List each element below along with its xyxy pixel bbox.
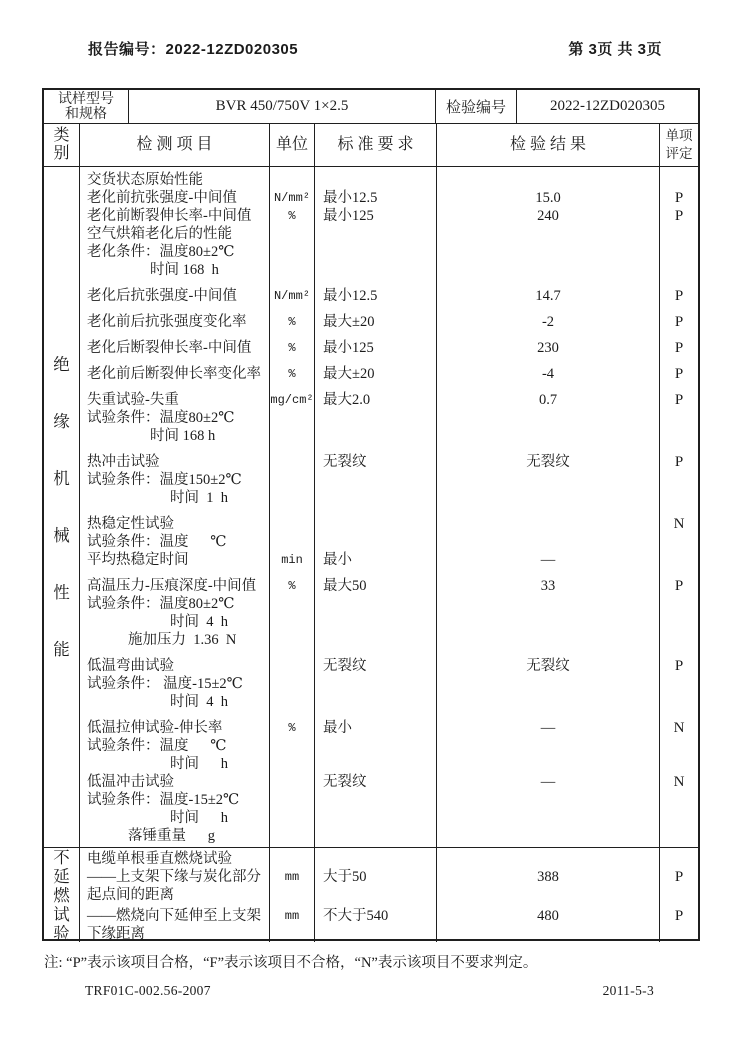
- category-char: 机: [53, 469, 70, 488]
- verdict-cell: [660, 533, 698, 551]
- verdict-cell: P: [674, 288, 684, 304]
- item-cell: 时间 h: [170, 810, 228, 826]
- unit-cell: [270, 755, 314, 773]
- item-cell: 空气烘箱老化后的性能: [87, 226, 232, 242]
- unit-cell: [270, 595, 314, 613]
- col-header-category-line2: 别: [53, 145, 70, 162]
- unit-cell: %: [288, 315, 296, 329]
- unit-cell: [270, 657, 314, 675]
- unit-cell: [270, 453, 314, 471]
- verdict-cell: [660, 595, 698, 613]
- footer-form-number: TRF01C-002.56-2007: [85, 983, 211, 998]
- unit-column: [270, 848, 315, 942]
- result-cell: —: [540, 774, 556, 790]
- unit-cell: [270, 409, 314, 427]
- result-cell: 0.7: [538, 392, 558, 408]
- standard-cell: [315, 225, 436, 243]
- result-cell: 230: [537, 340, 559, 356]
- col-header-verdict: [660, 124, 698, 166]
- standard-cell: [315, 693, 436, 711]
- category-char: 验: [53, 923, 70, 942]
- unit-cell: [270, 261, 314, 279]
- verdict-cell: P: [674, 314, 684, 330]
- result-cell: 480: [537, 908, 559, 924]
- report-number-line: [88, 38, 298, 59]
- category-label-insulation-mechanical: [44, 167, 80, 847]
- standard-cell: 不大于540: [323, 908, 389, 924]
- sample-info-row: [44, 90, 698, 124]
- standard-cell: 最大±20: [323, 314, 375, 330]
- unit-cell: [270, 533, 314, 551]
- standard-cell: [315, 850, 436, 868]
- item-cell: 时间 1 h: [170, 490, 228, 506]
- result-cell: [437, 225, 659, 243]
- standard-cell: 最小: [323, 720, 352, 736]
- item-cell: 试验条件：温度 ℃: [87, 534, 227, 550]
- unit-cell: [270, 631, 314, 649]
- unit-cell: [270, 827, 314, 845]
- category-char: 能: [53, 640, 70, 659]
- inspection-no-label: 检验编号: [436, 90, 517, 123]
- sample-model-label: [44, 90, 129, 123]
- result-cell: [437, 693, 659, 711]
- unit-cell: mg/cm²: [270, 393, 314, 407]
- result-cell: [437, 925, 659, 942]
- verdict-cell: P: [674, 366, 684, 382]
- standard-cell: [315, 631, 436, 649]
- unit-cell: [270, 515, 314, 533]
- unit-cell: [270, 675, 314, 693]
- item-cell: 下缘距离: [87, 926, 145, 942]
- standard-cell: 最小12.5: [323, 190, 378, 206]
- report-number-value: 2022-12ZD020305: [165, 41, 299, 58]
- result-cell: 无裂纹: [526, 454, 570, 470]
- result-cell: [437, 613, 659, 631]
- verdict-cell: [660, 489, 698, 507]
- unit-cell: [270, 613, 314, 631]
- category-char: 械: [53, 526, 70, 545]
- result-cell: [437, 675, 659, 693]
- standard-cell: 最大±20: [323, 366, 375, 382]
- verdict-cell: N: [673, 720, 685, 736]
- verdict-cell: [660, 675, 698, 693]
- unit-column: [270, 167, 315, 847]
- item-cell: 低温冲击试验: [87, 774, 174, 790]
- item-cell: 老化前后断裂伸长率变化率: [87, 366, 261, 382]
- result-cell: [437, 515, 659, 533]
- verdict-cell: [660, 886, 698, 904]
- item-cell: 时间 4 h: [170, 694, 228, 710]
- col-header-result: 检 验 结 果: [437, 124, 660, 166]
- item-cell: 高温压力-压痕深度-中间值: [87, 578, 257, 594]
- unit-cell: [270, 791, 314, 809]
- item-cell: 低温弯曲试验: [87, 658, 174, 674]
- standard-cell: 最小125: [323, 208, 374, 224]
- verdict-cell: [660, 693, 698, 711]
- standard-cell: [315, 471, 436, 489]
- standard-cell: [315, 261, 436, 279]
- verdict-cell: P: [674, 208, 684, 224]
- verdict-cell: N: [673, 516, 685, 532]
- verdict-cell: N: [673, 774, 685, 790]
- standard-cell: [315, 675, 436, 693]
- footer-date: 2011-5-3: [602, 983, 654, 998]
- item-cell: 施加压力 1.36 N: [128, 632, 237, 648]
- category-char: 性: [53, 583, 70, 602]
- unit-cell: %: [288, 579, 296, 593]
- item-cell: 热稳定性试验: [87, 516, 174, 532]
- verdict-cell: P: [674, 658, 684, 674]
- unit-cell: [270, 925, 314, 942]
- standard-cell: [315, 243, 436, 261]
- standard-cell: 最大50: [323, 578, 367, 594]
- unit-cell: [270, 225, 314, 243]
- item-cell: 时间 168 h: [150, 262, 219, 278]
- result-cell: [437, 409, 659, 427]
- result-cell: [437, 489, 659, 507]
- unit-cell: N/mm²: [273, 191, 310, 205]
- standard-cell: 最大2.0: [323, 392, 371, 408]
- verdict-cell: P: [674, 908, 684, 924]
- result-cell: [437, 261, 659, 279]
- verdict-cell: [660, 471, 698, 489]
- verdict-cell: [660, 261, 698, 279]
- col-header-category-line1: 类: [53, 127, 70, 144]
- standard-cell: 无裂纹: [323, 658, 367, 674]
- category-char: 不: [53, 847, 70, 867]
- result-cell: [437, 827, 659, 845]
- unit-cell: %: [288, 367, 296, 381]
- item-cell: 时间 h: [170, 756, 228, 772]
- report-number-label: 报告编号：: [88, 41, 166, 58]
- item-column: [80, 167, 270, 847]
- verdict-cell: [660, 809, 698, 827]
- verdict-cell: [660, 827, 698, 845]
- verdict-column: [660, 848, 698, 942]
- category-char: 燃: [53, 885, 70, 905]
- item-cell: 失重试验-失重: [87, 392, 179, 408]
- col-header-standard: 标 准 要 求: [315, 124, 437, 166]
- verdict-cell: [660, 551, 698, 569]
- item-cell: 试验条件：温度-15±2℃: [87, 792, 240, 808]
- verdict-cell: [660, 225, 698, 243]
- item-cell: 低温拉伸试验-伸长率: [87, 720, 223, 736]
- unit-cell: [270, 773, 314, 791]
- sample-model-label-line1: 试样型号: [58, 91, 114, 107]
- result-cell: [437, 171, 659, 189]
- standard-cell: 最小: [323, 552, 352, 568]
- item-cell: 老化前后抗张强度变化率: [87, 314, 247, 330]
- item-cell: 交货状态原始性能: [87, 172, 203, 188]
- unit-cell: N/mm²: [273, 289, 310, 303]
- col-header-item: 检 测 项 目: [80, 124, 270, 166]
- item-cell: 试验条件：温度 ℃: [87, 738, 227, 754]
- unit-cell: %: [288, 721, 296, 735]
- standard-cell: [315, 595, 436, 613]
- item-cell: 起点间的距离: [87, 887, 174, 903]
- result-cell: -4: [541, 366, 555, 382]
- sample-model-value: BVR 450/750V 1×2.5: [129, 90, 436, 123]
- item-cell: 热冲击试验: [87, 454, 160, 470]
- item-cell: ——上支架下缘与炭化部分: [87, 869, 261, 885]
- result-cell: [437, 809, 659, 827]
- standard-cell: 最小12.5: [323, 288, 378, 304]
- standard-cell: [315, 737, 436, 755]
- unit-cell: [270, 471, 314, 489]
- unit-cell: [270, 489, 314, 507]
- category-char: 试: [53, 904, 70, 924]
- item-cell: 平均热稳定时间: [87, 552, 189, 568]
- item-cell: 老化条件：温度80±2℃: [87, 244, 235, 260]
- unit-cell: [270, 243, 314, 261]
- col-header-verdict-line1: 单项: [665, 128, 693, 143]
- section-flame-retardant: [44, 847, 698, 942]
- result-cell: 14.7: [535, 288, 561, 304]
- category-char: 绝: [53, 355, 70, 374]
- unit-cell: %: [288, 209, 296, 223]
- standard-cell: [315, 809, 436, 827]
- result-cell: [437, 755, 659, 773]
- verdict-cell: [660, 613, 698, 631]
- unit-cell: %: [288, 341, 296, 355]
- item-cell: 老化前抗张强度-中间值: [87, 190, 237, 206]
- unit-cell: [270, 809, 314, 827]
- verdict-cell: [660, 791, 698, 809]
- result-cell: [437, 850, 659, 868]
- item-cell: ——燃烧向下延伸至上支架: [87, 908, 261, 924]
- standard-cell: [315, 886, 436, 904]
- standard-cell: [315, 925, 436, 942]
- col-header-category: [44, 124, 80, 166]
- item-cell: 试验条件：温度80±2℃: [87, 596, 235, 612]
- item-cell: 试验条件： 温度-15±2℃: [87, 676, 243, 692]
- standard-column: [315, 848, 437, 942]
- standard-cell: [315, 489, 436, 507]
- verdict-cell: [660, 243, 698, 261]
- result-cell: 388: [537, 869, 559, 885]
- result-cell: [437, 791, 659, 809]
- result-cell: [437, 886, 659, 904]
- item-cell: 时间 4 h: [170, 614, 228, 630]
- verdict-cell: [660, 925, 698, 942]
- result-cell: —: [540, 720, 556, 736]
- verdict-cell: P: [674, 190, 684, 206]
- unit-cell: mm: [284, 870, 300, 884]
- category-char: 延: [53, 866, 70, 886]
- result-cell: -2: [541, 314, 555, 330]
- result-cell: [437, 427, 659, 445]
- verdict-cell: P: [674, 578, 684, 594]
- standard-cell: [315, 755, 436, 773]
- standard-column: [315, 167, 437, 847]
- result-cell: —: [540, 552, 556, 568]
- standard-cell: 大于50: [323, 869, 367, 885]
- standard-cell: [315, 827, 436, 845]
- verdict-cell: [660, 850, 698, 868]
- item-cell: 老化后抗张强度-中间值: [87, 288, 237, 304]
- page-indicator: 第 3页 共 3页: [568, 41, 662, 58]
- verdict-cell: P: [674, 869, 684, 885]
- result-cell: [437, 631, 659, 649]
- result-cell: 15.0: [535, 190, 561, 206]
- unit-cell: mm: [284, 909, 300, 923]
- verdict-cell: P: [674, 392, 684, 408]
- standard-cell: [315, 427, 436, 445]
- item-cell: 老化后断裂伸长率-中间值: [87, 340, 252, 356]
- verdict-cell: [660, 171, 698, 189]
- unit-cell: [270, 886, 314, 904]
- verdict-cell: [660, 755, 698, 773]
- col-header-verdict-line2: 评定: [665, 146, 693, 161]
- verdict-cell: P: [674, 340, 684, 356]
- verdict-column: [660, 167, 698, 847]
- standard-cell: [315, 613, 436, 631]
- section-insulation-mechanical: [44, 167, 698, 847]
- result-cell: [437, 595, 659, 613]
- page-header: [88, 38, 662, 59]
- item-cell: 试验条件：温度150±2℃: [87, 472, 242, 488]
- verdict-cell: [660, 427, 698, 445]
- result-cell: [437, 737, 659, 755]
- result-column: [437, 167, 660, 847]
- column-header-row: [44, 124, 698, 167]
- standard-cell: [315, 171, 436, 189]
- item-cell: 时间 168 h: [150, 428, 216, 444]
- standard-cell: [315, 515, 436, 533]
- category-char: 缘: [53, 412, 70, 431]
- standard-cell: [315, 409, 436, 427]
- item-cell: 试验条件：温度80±2℃: [87, 410, 235, 426]
- verdict-cell: [660, 409, 698, 427]
- result-cell: 240: [537, 208, 559, 224]
- result-cell: [437, 471, 659, 489]
- category-label-flame-retardant: [44, 848, 80, 942]
- verdict-cell: [660, 631, 698, 649]
- col-header-unit: 单位: [270, 124, 315, 166]
- result-cell: [437, 533, 659, 551]
- verdict-cell: P: [674, 454, 684, 470]
- verdict-cell: [660, 737, 698, 755]
- item-column: [80, 848, 270, 942]
- unit-cell: min: [281, 553, 303, 567]
- standard-cell: [315, 533, 436, 551]
- inspection-no-value: 2022-12ZD020305: [550, 98, 665, 114]
- footnote: 注: “P”表示该项目合格，“F”表示该项目不合格，“N”表示该项目不要求判定。: [44, 955, 538, 971]
- standard-cell: [315, 791, 436, 809]
- standard-cell: 最小125: [323, 340, 374, 356]
- standard-cell: 无裂纹: [323, 774, 367, 790]
- result-cell: 无裂纹: [526, 658, 570, 674]
- standard-cell: 无裂纹: [323, 454, 367, 470]
- result-cell: [437, 243, 659, 261]
- unit-cell: [270, 693, 314, 711]
- item-cell: 电缆单根垂直燃烧试验: [87, 851, 232, 867]
- item-cell: 老化前断裂伸长率-中间值: [87, 208, 252, 224]
- unit-cell: [270, 850, 314, 868]
- sample-model-label-line2: 和规格: [65, 106, 107, 122]
- item-cell: 落锤重量 g: [128, 828, 215, 844]
- result-column: [437, 848, 660, 942]
- unit-cell: [270, 171, 314, 189]
- unit-cell: [270, 737, 314, 755]
- result-cell: 33: [540, 578, 556, 594]
- unit-cell: [270, 427, 314, 445]
- doc-footer: [85, 983, 654, 999]
- test-results-table: [42, 88, 700, 941]
